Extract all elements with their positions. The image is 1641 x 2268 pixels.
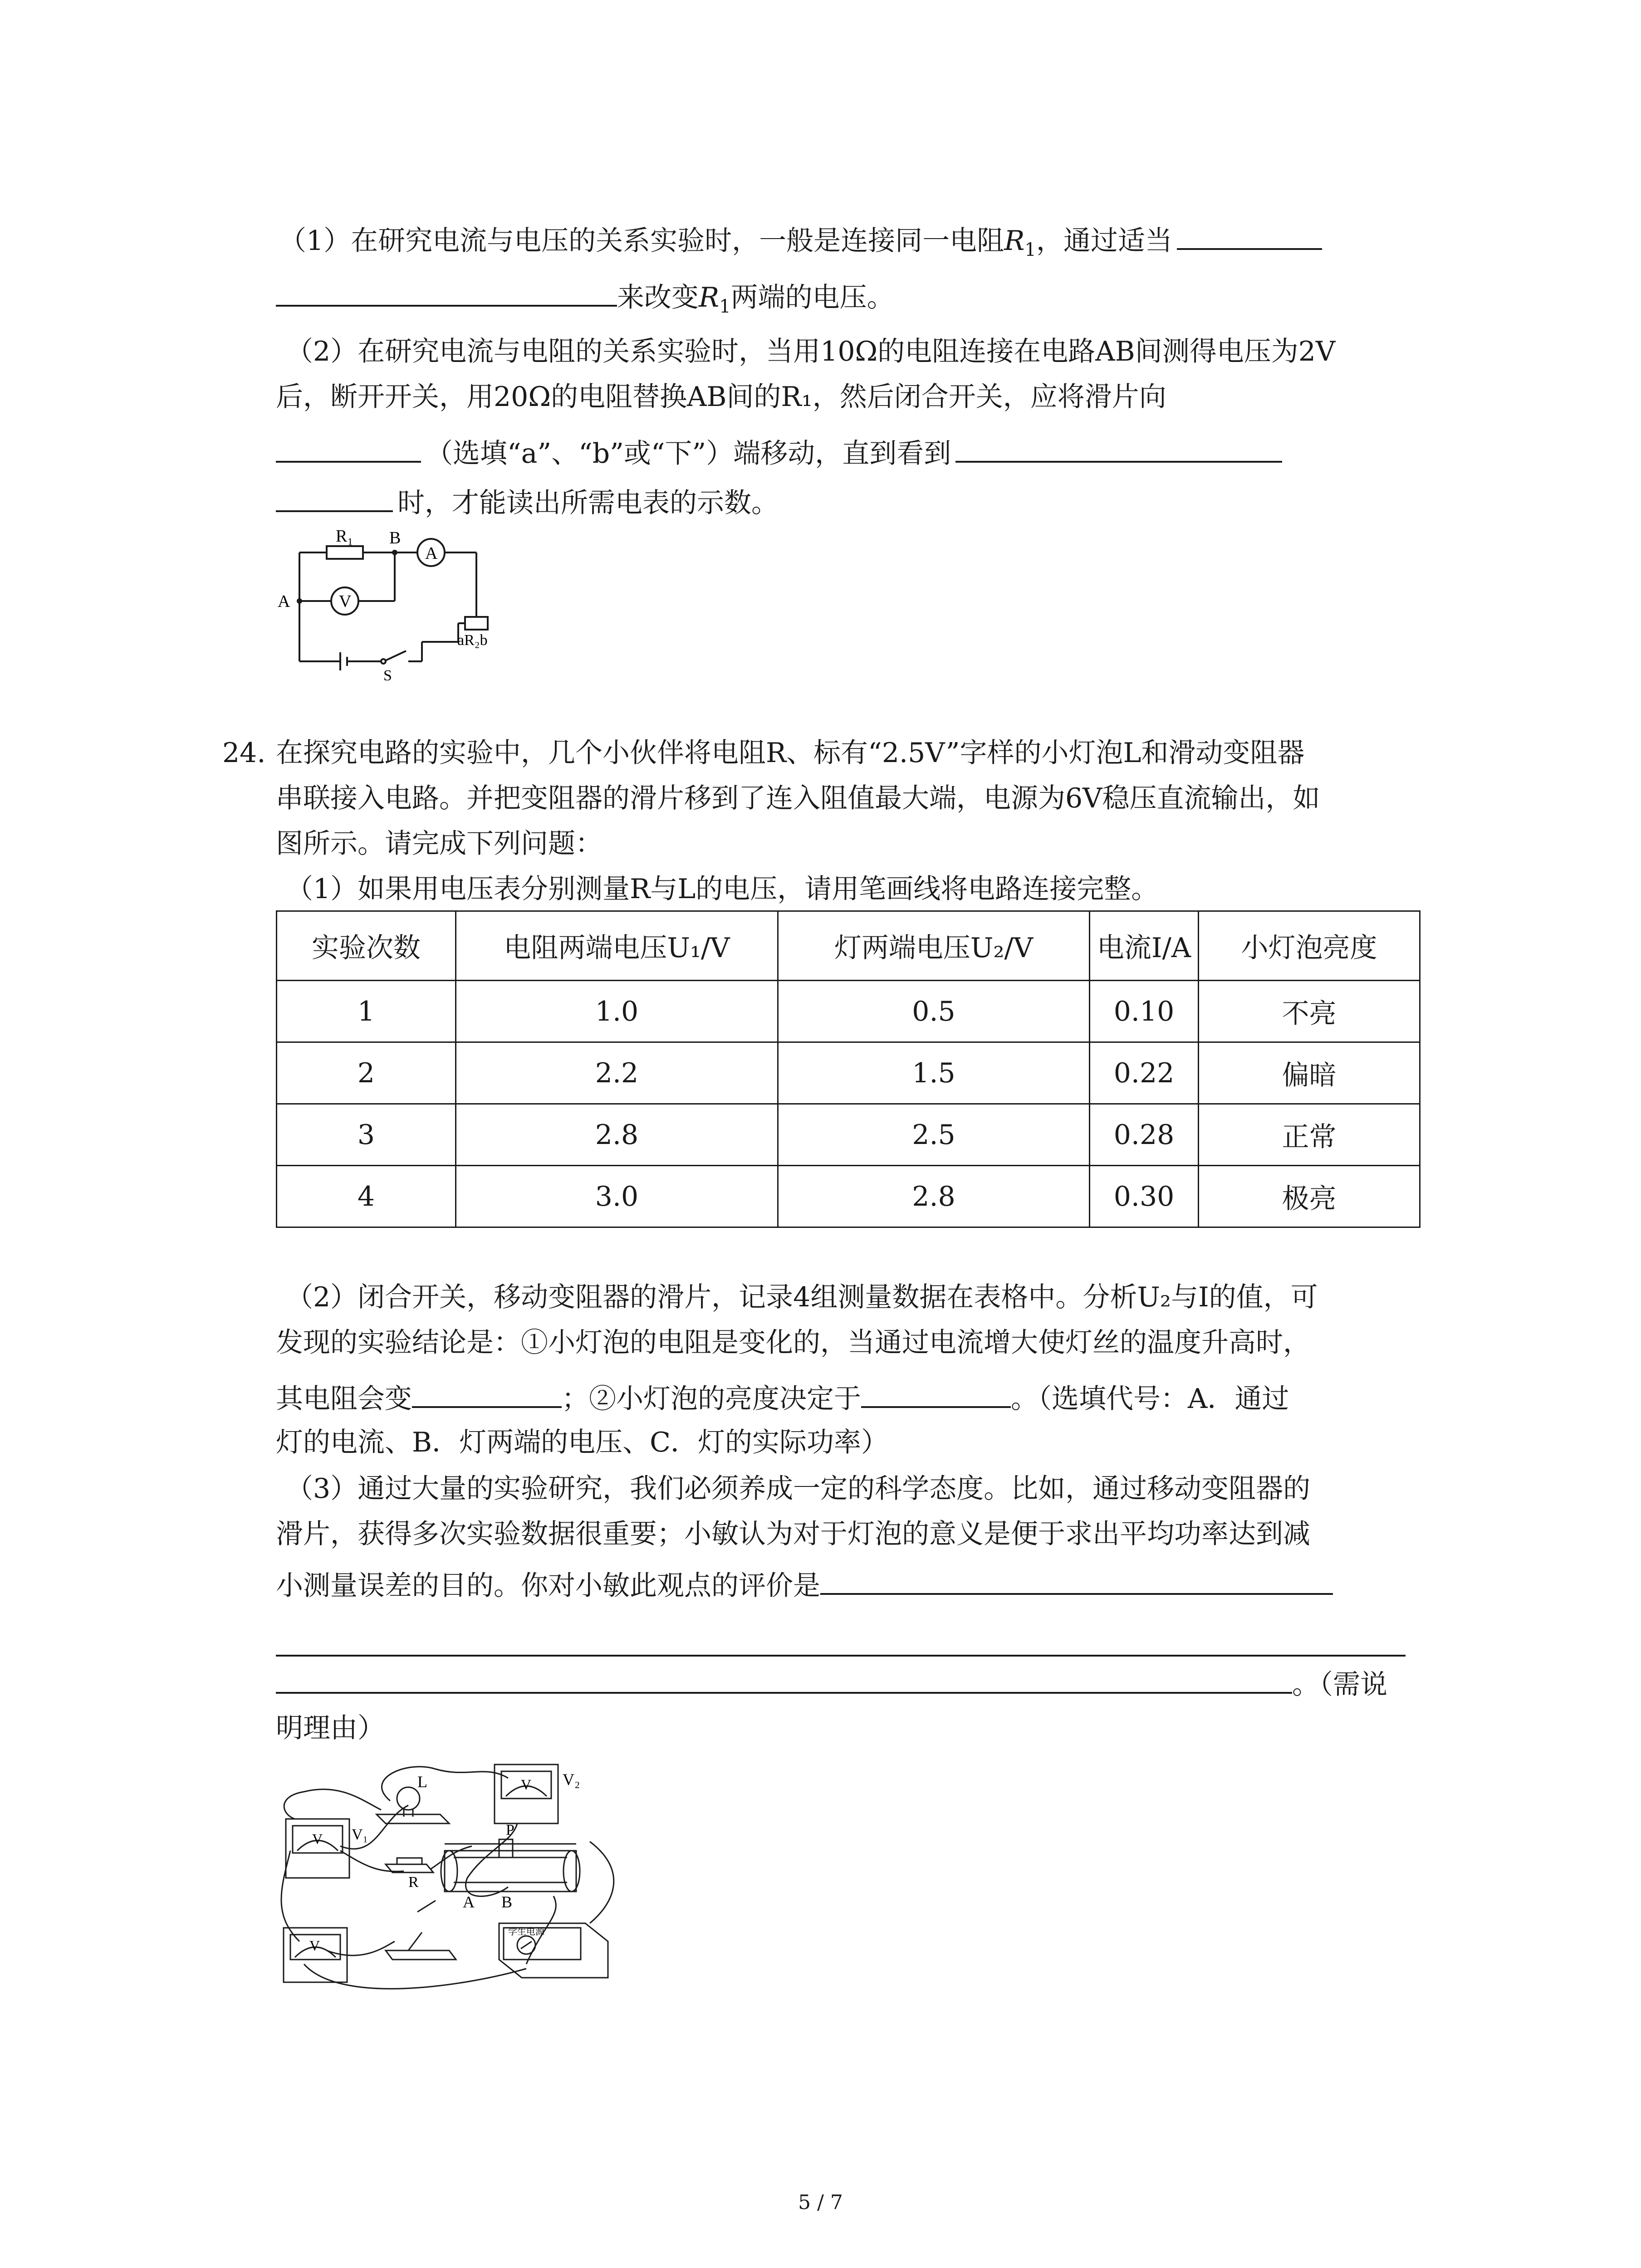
q24-part2-line4: 灯的电流、B．灯两端的电压、C．灯的实际功率） [276, 1427, 888, 1458]
q24-part3-line6: 明理由） [276, 1712, 385, 1744]
table-cell: 1.0 [456, 981, 778, 1042]
label-voltmeter: V [339, 592, 352, 611]
text: 。（需说 [1292, 1669, 1387, 1701]
table-header: 电阻两端电压U₁/V [456, 911, 778, 981]
table-cell: 不亮 [1199, 981, 1420, 1042]
label-a: A [463, 1893, 475, 1911]
answer-blank-line[interactable] [276, 1655, 1406, 1657]
q24-part2-line3 [276, 1379, 1289, 1415]
text: 其电阻会变 [276, 1383, 412, 1415]
table-header-row [277, 911, 1420, 981]
q23-part2-line4 [276, 483, 779, 519]
answer-blank[interactable] [276, 278, 617, 307]
answer-blank[interactable] [955, 434, 1282, 463]
switch-symbol [386, 651, 406, 660]
voltmeter-v1 [286, 1819, 349, 1878]
table-row [277, 981, 1420, 1042]
q23-part1-line2 [276, 278, 894, 317]
circuit-diagram-q23 [272, 526, 508, 680]
label-p: P [506, 1822, 514, 1838]
text: 两端的电压。 [730, 282, 894, 313]
page-number: 5 / 7 [798, 2191, 843, 2214]
resistor-r1-symbol [327, 546, 363, 559]
table-cell: 极亮 [1199, 1166, 1420, 1227]
table-cell: 0.10 [1090, 981, 1199, 1042]
table-cell: 2.8 [778, 1166, 1090, 1227]
table-row [277, 1104, 1420, 1166]
label-a: A [278, 592, 290, 611]
table-cell: 3 [277, 1104, 456, 1166]
label-ammeter: A [425, 544, 438, 563]
switch[interactable] [386, 1950, 456, 1960]
q23-part2-line1: （2）在研究电流与电阻的关系实验时，当用10Ω的电阻连接在电路AB间测得电压为2V [286, 336, 1336, 367]
table-cell: 2.8 [456, 1104, 778, 1166]
wiring-diagram-q24 [272, 1751, 626, 2005]
var-r: R [1004, 225, 1025, 257]
answer-blank[interactable] [276, 434, 421, 463]
label-r1: R₁ [336, 527, 353, 546]
table-header: 实验次数 [277, 911, 456, 981]
table-cell: 0.28 [1090, 1104, 1199, 1166]
text: 小测量误差的目的。你对小敏此观点的评价是 [276, 1570, 820, 1602]
table-cell: 4 [277, 1166, 456, 1227]
answer-blank[interactable] [861, 1379, 1011, 1408]
q24-part3-line5 [276, 1665, 1387, 1701]
answer-blank[interactable] [412, 1379, 562, 1408]
q23-part2-line3 [276, 434, 1282, 470]
q24-part3-line1: （3）通过大量的实验研究，我们必须养成一定的科学态度。比如，通过移动变阻器的 [286, 1473, 1311, 1505]
label-b: B [501, 1893, 513, 1911]
label-meter-v: V [521, 1776, 532, 1793]
lamp-bulb [397, 1787, 420, 1810]
answer-blank[interactable] [1177, 221, 1322, 250]
text: 。（选填代号：A．通过 [1011, 1383, 1289, 1415]
table-header: 灯两端电压U₂/V [778, 911, 1090, 981]
table-row [277, 1166, 1420, 1227]
question-number: 24. [222, 737, 266, 769]
q24-part1: （1）如果用电压表分别测量R与L的电压，请用笔画线将电路连接完整。 [286, 873, 1159, 905]
sub: 1 [1024, 240, 1036, 260]
q23-part2-line2: 后，断开开关，用20Ω的电阻替换AB间的R₁，然后闭合开关，应将滑片向 [276, 381, 1166, 413]
q24-part3-line3 [276, 1566, 1333, 1602]
label-supply: 学生电源 [508, 1927, 544, 1937]
label-meter-v: V [312, 1831, 323, 1847]
label-r: R [408, 1874, 419, 1891]
table-cell: 0.30 [1090, 1166, 1199, 1227]
q24-intro-line1: 在探究电路的实验中，几个小伙伴将电阻R、标有“2.5V”字样的小灯泡L和滑动变阻器 [276, 737, 1305, 769]
label-switch: S [383, 667, 392, 680]
text: （1）在研究电流与电压的关系实验时，一般是连接同一电阻 [279, 225, 1004, 257]
answer-blank[interactable] [276, 483, 393, 512]
text: ，通过适当 [1036, 225, 1172, 257]
text: 时，才能读出所需电表的示数。 [397, 487, 779, 519]
table-cell: 2.5 [778, 1104, 1090, 1166]
table-cell: 3.0 [456, 1166, 778, 1227]
table-cell: 2 [277, 1042, 456, 1104]
rheostat-symbol [465, 617, 488, 630]
label-lamp: L [417, 1773, 427, 1791]
label-v1: V₁ [352, 1826, 368, 1843]
data-table [276, 910, 1421, 1228]
table-row [277, 1042, 1420, 1104]
q24-intro-line2: 串联接入电路。并把变阻器的滑片移到了连入阻值最大端，电源为6V稳压直流输出，如 [276, 782, 1320, 814]
text: （选填“a”、“b”或“下”）端移动，直到看到 [426, 438, 951, 469]
table-cell: 0.5 [778, 981, 1090, 1042]
table-cell: 1 [277, 981, 456, 1042]
table-header: 电流I/A [1090, 911, 1199, 981]
var-r: R [699, 282, 720, 313]
text: ；②小灯泡的亮度决定于 [562, 1383, 861, 1415]
table-cell: 1.5 [778, 1042, 1090, 1104]
q24-part2-line2: 发现的实验结论是：①小灯泡的电阻是变化的，当通过电流增大使灯丝的温度升高时， [276, 1327, 1310, 1359]
table-cell: 偏暗 [1199, 1042, 1420, 1104]
voltmeter-v2 [495, 1765, 558, 1823]
label-rheostat: aR₂b [457, 632, 488, 649]
q24-intro-line3: 图所示。请完成下列问题： [276, 828, 603, 860]
table-cell: 0.22 [1090, 1042, 1199, 1104]
text: 来改变 [617, 282, 699, 313]
table-cell: 2.2 [456, 1042, 778, 1104]
sub: 1 [719, 296, 731, 317]
answer-blank[interactable] [820, 1566, 1333, 1595]
label-b: B [389, 528, 401, 547]
label-meter-v: V [309, 1937, 320, 1954]
table-header: 小灯泡亮度 [1199, 911, 1420, 981]
q24-part2-line1: （2）闭合开关，移动变阻器的滑片，记录4组测量数据在表格中。分析U₂与I的值，可 [286, 1281, 1318, 1313]
answer-blank[interactable] [276, 1665, 1292, 1694]
label-v2: V₂ [563, 1770, 580, 1789]
q24-part3-line2: 滑片，获得多次实验数据很重要；小敏认为对于灯泡的意义是便于求出平均功率达到减 [276, 1518, 1310, 1550]
q23-part1-line1 [279, 221, 1322, 260]
slider-p[interactable] [499, 1839, 513, 1857]
table-cell: 正常 [1199, 1104, 1420, 1166]
